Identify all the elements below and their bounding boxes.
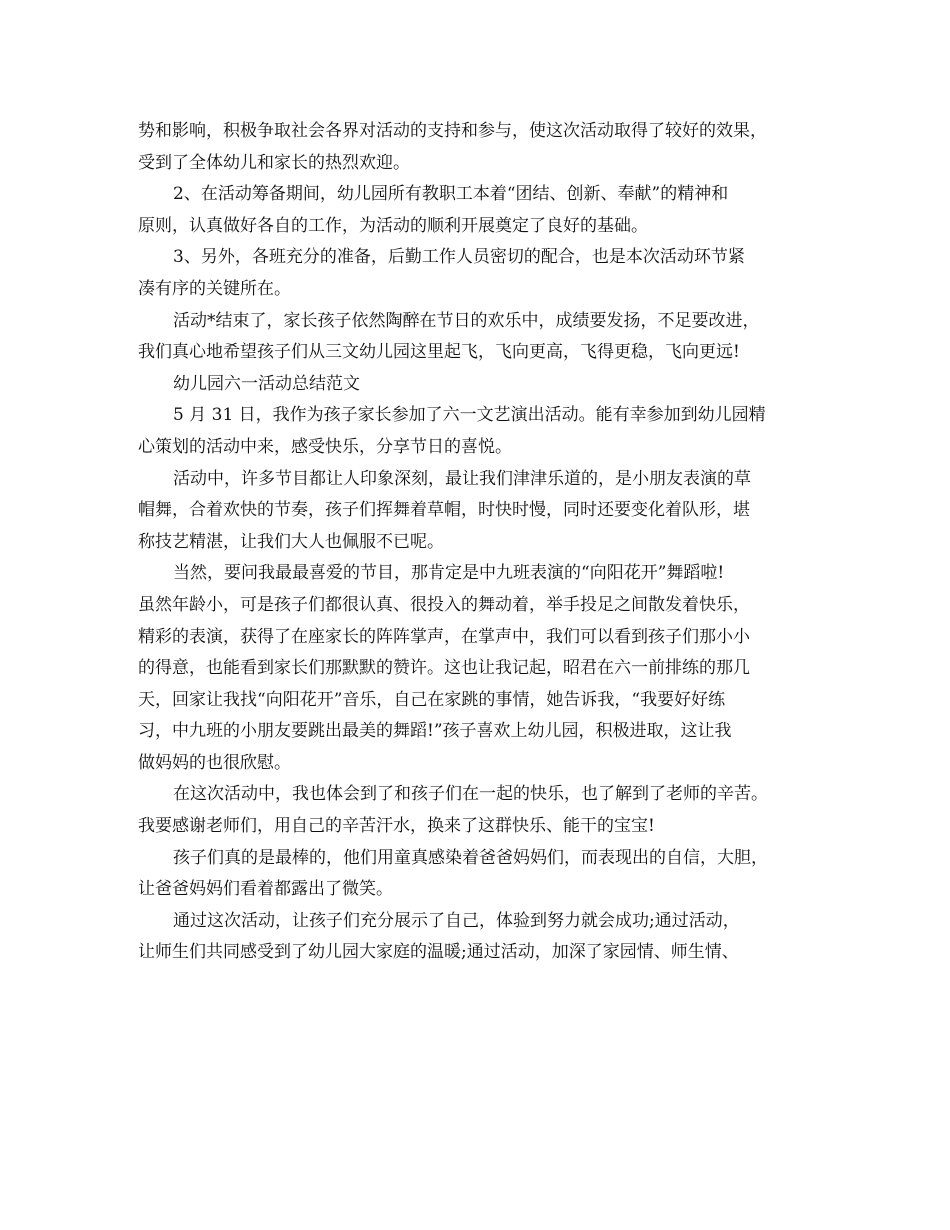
text-line: 当然，要问我最最喜爱的节目，那肯定是中九班表演的“向阳花开”舞蹈啦! xyxy=(173,563,725,584)
text-line: 受到了全体幼儿和家长的热烈欢迎。 xyxy=(138,152,410,173)
text-line: 帽舞，合着欢快的节奏，孩子们挥舞着草帽，时快时慢，同时还要变化着队形，堪 xyxy=(138,500,750,521)
text-line: 在这次活动中，我也体会到了和孩子们在一起的快乐，也了解到了老师的辛苦。 xyxy=(173,784,768,805)
text-line: 孩子们真的是最棒的，他们用童真感染着爸爸妈妈们，而表现出的自信，大胆， xyxy=(173,847,768,868)
text-line: 通过这次活动，让孩子们充分展示了自己，体验到努力就会成功;通过活动， xyxy=(173,910,740,931)
section-title: 幼儿园六一活动总结范文 xyxy=(173,373,360,394)
text-line: 虽然年龄小，可是孩子们都很认真、很投入的舞动着，举手投足之间散发着快乐， xyxy=(138,594,750,615)
text-line: 2、在活动筹备期间，幼儿园所有教职工本着“团结、创新、奉献”的精神和 xyxy=(173,184,729,205)
text-line: 原则，认真做好各自的工作，为活动的顺利开展奠定了良好的基础。 xyxy=(138,215,648,236)
document-body xyxy=(138,116,828,969)
text-line: 精彩的表演，获得了在座家长的阵阵掌声，在掌声中，我们可以看到孩子们那小小 xyxy=(138,626,750,647)
text-line: 活动中，许多节目都让人印象深刻，最让我们津津乐道的，是小朋友表演的草 xyxy=(173,468,751,489)
text-line: 让爸爸妈妈们看着都露出了微笑。 xyxy=(138,879,393,900)
text-line: 让师生们共同感受到了幼儿园大家庭的温暖;通过活动，加深了家园情、师生情、 xyxy=(138,942,739,963)
text-line: 活动*结束了，家长孩子依然陶醉在节日的欢乐中，成绩要发扬，不足要改进， xyxy=(173,310,760,331)
text-line: 势和影响，积极争取社会各界对活动的支持和参与，使这次活动取得了较好的效果， xyxy=(138,121,767,141)
text-line: 我们真心地希望孩子们从三文幼儿园这里起飞，飞向更高，飞得更稳，飞向更远! xyxy=(138,342,740,363)
text-line: 5 月 31 日，我作为孩子家长参加了六一文艺演出活动。能有幸参加到幼儿园精 xyxy=(173,405,766,426)
text-line: 的得意，也能看到家长们那默默的赞许。这也让我记起，昭君在六一前排练的那几 xyxy=(138,658,750,679)
text-line: 习，中九班的小朋友要跳出最美的舞蹈!”孩子喜欢上幼儿园，积极进取，这让我 xyxy=(138,721,732,742)
text-line: 心策划的活动中来，感受快乐，分享节日的喜悦。 xyxy=(138,436,512,457)
text-line: 3、另外，各班充分的准备，后勤工作人员密切的配合，也是本次活动环节紧 xyxy=(173,247,745,268)
text-line: 称技艺精湛，让我们大人也佩服不已呢。 xyxy=(138,531,444,552)
text-line: 我要感谢老师们，用自己的辛苦汗水，换来了这群快乐、能干的宝宝! xyxy=(138,816,655,837)
text-line: 凑有序的关键所在。 xyxy=(138,278,291,299)
text-line: 天，回家让我找“向阳花开”音乐，自己在家跳的事情，她告诉我，“我要好好练 xyxy=(138,689,726,710)
text-line: 做妈妈的也很欣慰。 xyxy=(138,752,291,773)
